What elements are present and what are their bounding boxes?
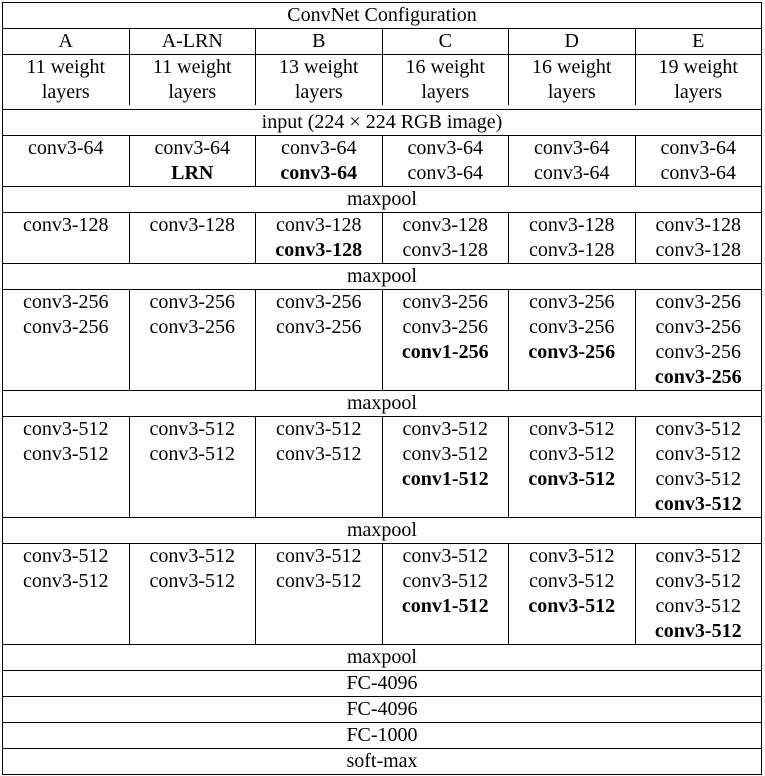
depth-line: 16 weight — [532, 56, 612, 78]
layer-label: conv3-512 — [528, 443, 615, 465]
layer-label: conv3-512 — [22, 570, 109, 592]
depth-line: layers — [168, 81, 217, 103]
layer-cell — [129, 290, 256, 391]
column-name: C — [382, 29, 509, 55]
layer-label: conv3-512 — [149, 570, 236, 592]
depth-line: layers — [41, 81, 90, 103]
layer-label: conv3-256 — [655, 316, 742, 338]
layer-label: conv3-512 — [22, 443, 109, 465]
layer-cell — [3, 213, 130, 264]
layer-label: conv3-64 — [154, 137, 231, 159]
layer-label: conv3-256 — [655, 291, 742, 313]
layer-label: conv3-256 — [149, 291, 236, 313]
layer-label: conv3-64 — [280, 137, 357, 159]
layer-label: conv3-512 — [402, 443, 489, 465]
pool-label: maxpool — [3, 264, 762, 290]
layer-label: conv3-512 — [402, 418, 489, 440]
layer-label: conv3-512 — [528, 418, 615, 440]
depth-line: 13 weight — [279, 56, 359, 78]
column-depth — [129, 55, 256, 106]
layer-label: conv3-512 — [402, 545, 489, 567]
layer-label: conv3-512 — [528, 570, 615, 592]
layer-label: conv3-512 — [275, 570, 362, 592]
layer-label: conv3-256 — [22, 291, 109, 313]
layer-label: conv3-128 — [528, 214, 615, 236]
layer-label: conv3-256 — [22, 316, 109, 338]
layer-label: conv3-512 — [275, 418, 362, 440]
column-depth — [3, 55, 130, 106]
pool-label: maxpool — [3, 645, 762, 671]
layer-label: conv3-128 — [275, 214, 362, 236]
layer-cell — [635, 136, 762, 187]
layer-block-row — [3, 213, 762, 264]
layer-label-added: LRN — [171, 162, 214, 184]
column-name: A — [3, 29, 130, 55]
classifier-label: FC-4096 — [3, 671, 762, 697]
layer-block-row — [3, 544, 762, 645]
layer-label: conv3-512 — [275, 545, 362, 567]
depth-line: 19 weight — [658, 56, 738, 78]
classifier-label: soft-max — [3, 749, 762, 775]
layer-cell — [3, 136, 130, 187]
layer-cell — [635, 417, 762, 518]
layer-label: conv3-512 — [149, 418, 236, 440]
layer-label: conv3-512 — [655, 418, 742, 440]
layer-cell — [3, 290, 130, 391]
layer-cell — [509, 417, 636, 518]
column-depth — [382, 55, 509, 106]
depth-line: layers — [547, 81, 596, 103]
layer-label: conv3-64 — [533, 137, 610, 159]
layer-label: conv3-128 — [402, 239, 489, 261]
layer-block-row — [3, 136, 762, 187]
layer-label-added: conv1-512 — [401, 468, 489, 490]
layer-cell — [129, 417, 256, 518]
layer-label: conv3-256 — [149, 316, 236, 338]
input-label: input (224 × 224 RGB image) — [3, 110, 762, 136]
depth-line: layers — [421, 81, 470, 103]
column-name: E — [635, 29, 762, 55]
input-row — [3, 110, 762, 136]
layer-label: conv3-512 — [149, 443, 236, 465]
layer-label: conv3-64 — [27, 137, 104, 159]
layer-block-row — [3, 417, 762, 518]
layer-label: conv3-512 — [22, 418, 109, 440]
classifier-row — [3, 723, 762, 749]
layer-cell — [382, 136, 509, 187]
layer-label: conv3-64 — [407, 162, 484, 184]
layer-cell — [256, 290, 383, 391]
pool-label: maxpool — [3, 518, 762, 544]
layer-label: conv3-128 — [655, 239, 742, 261]
layer-label: conv3-128 — [149, 214, 236, 236]
layer-label: conv3-256 — [528, 316, 615, 338]
convnet-configuration-table — [2, 2, 762, 775]
depth-line: 11 weight — [152, 56, 232, 78]
layer-label: conv3-512 — [402, 570, 489, 592]
layer-cell — [382, 544, 509, 645]
table-title: ConvNet Configuration — [3, 3, 762, 29]
pool-label: maxpool — [3, 187, 762, 213]
layer-label-added: conv3-512 — [654, 620, 742, 642]
layer-label-added: conv3-256 — [654, 366, 742, 388]
layer-label: conv3-64 — [660, 137, 737, 159]
layer-label-added: conv1-512 — [401, 595, 489, 617]
layer-label-added: conv3-512 — [654, 493, 742, 515]
layer-label: conv3-128 — [655, 214, 742, 236]
layer-cell — [3, 544, 130, 645]
layer-cell — [256, 213, 383, 264]
pool-row — [3, 391, 762, 417]
column-name: D — [509, 29, 636, 55]
classifier-label: FC-4096 — [3, 697, 762, 723]
layer-label: conv3-64 — [533, 162, 610, 184]
layer-cell — [3, 417, 130, 518]
layer-label: conv3-256 — [402, 316, 489, 338]
layer-cell — [129, 213, 256, 264]
column-depth — [256, 55, 383, 106]
layer-label: conv3-256 — [275, 291, 362, 313]
layer-label: conv3-512 — [22, 545, 109, 567]
layer-cell — [129, 136, 256, 187]
layer-label: conv3-512 — [655, 570, 742, 592]
layer-cell — [256, 136, 383, 187]
layer-cell — [635, 290, 762, 391]
layer-label-added: conv3-512 — [528, 595, 616, 617]
column-name-row — [3, 29, 762, 55]
title-row — [3, 3, 762, 29]
layer-label: conv3-256 — [655, 341, 742, 363]
table-body — [3, 3, 762, 775]
layer-label: conv3-64 — [660, 162, 737, 184]
pool-row — [3, 187, 762, 213]
pool-row — [3, 264, 762, 290]
layer-cell — [382, 213, 509, 264]
pool-label: maxpool — [3, 391, 762, 417]
column-depth — [509, 55, 636, 106]
layer-label: conv3-512 — [655, 545, 742, 567]
layer-block-row — [3, 290, 762, 391]
layer-label-added: conv3-256 — [528, 341, 616, 363]
layer-label: conv3-512 — [655, 443, 742, 465]
layer-label: conv3-512 — [655, 595, 742, 617]
layer-cell — [256, 544, 383, 645]
depth-line: layers — [674, 81, 723, 103]
column-name: A-LRN — [129, 29, 256, 55]
layer-label-added: conv3-512 — [528, 468, 616, 490]
layer-label: conv3-256 — [402, 291, 489, 313]
classifier-row — [3, 749, 762, 775]
layer-cell — [256, 417, 383, 518]
depth-line: 11 weight — [26, 56, 106, 78]
layer-cell — [509, 136, 636, 187]
layer-cell — [635, 544, 762, 645]
classifier-label: FC-1000 — [3, 723, 762, 749]
classifier-row — [3, 697, 762, 723]
layer-label: conv3-256 — [528, 291, 615, 313]
layer-cell — [509, 544, 636, 645]
layer-label: conv3-512 — [528, 545, 615, 567]
layer-label-added: conv1-256 — [401, 341, 489, 363]
layer-cell — [635, 213, 762, 264]
layer-cell — [382, 417, 509, 518]
layer-label: conv3-512 — [275, 443, 362, 465]
layer-label: conv3-128 — [402, 214, 489, 236]
layer-cell — [129, 544, 256, 645]
layer-label: conv3-256 — [275, 316, 362, 338]
depth-line: layers — [294, 81, 343, 103]
layer-cell — [509, 290, 636, 391]
layer-cell — [509, 213, 636, 264]
pool-row — [3, 645, 762, 671]
layer-cell — [382, 290, 509, 391]
layer-label: conv3-64 — [407, 137, 484, 159]
layer-label: conv3-512 — [149, 545, 236, 567]
layer-label: conv3-512 — [655, 468, 742, 490]
layer-label-added: conv3-128 — [275, 239, 363, 261]
classifier-row — [3, 671, 762, 697]
column-depth — [635, 55, 762, 106]
layer-label: conv3-128 — [528, 239, 615, 261]
depth-line: 16 weight — [405, 56, 485, 78]
layer-label: conv3-128 — [22, 214, 109, 236]
column-depth-row — [3, 55, 762, 106]
layer-label-added: conv3-64 — [280, 162, 358, 184]
column-name: B — [256, 29, 383, 55]
pool-row — [3, 518, 762, 544]
